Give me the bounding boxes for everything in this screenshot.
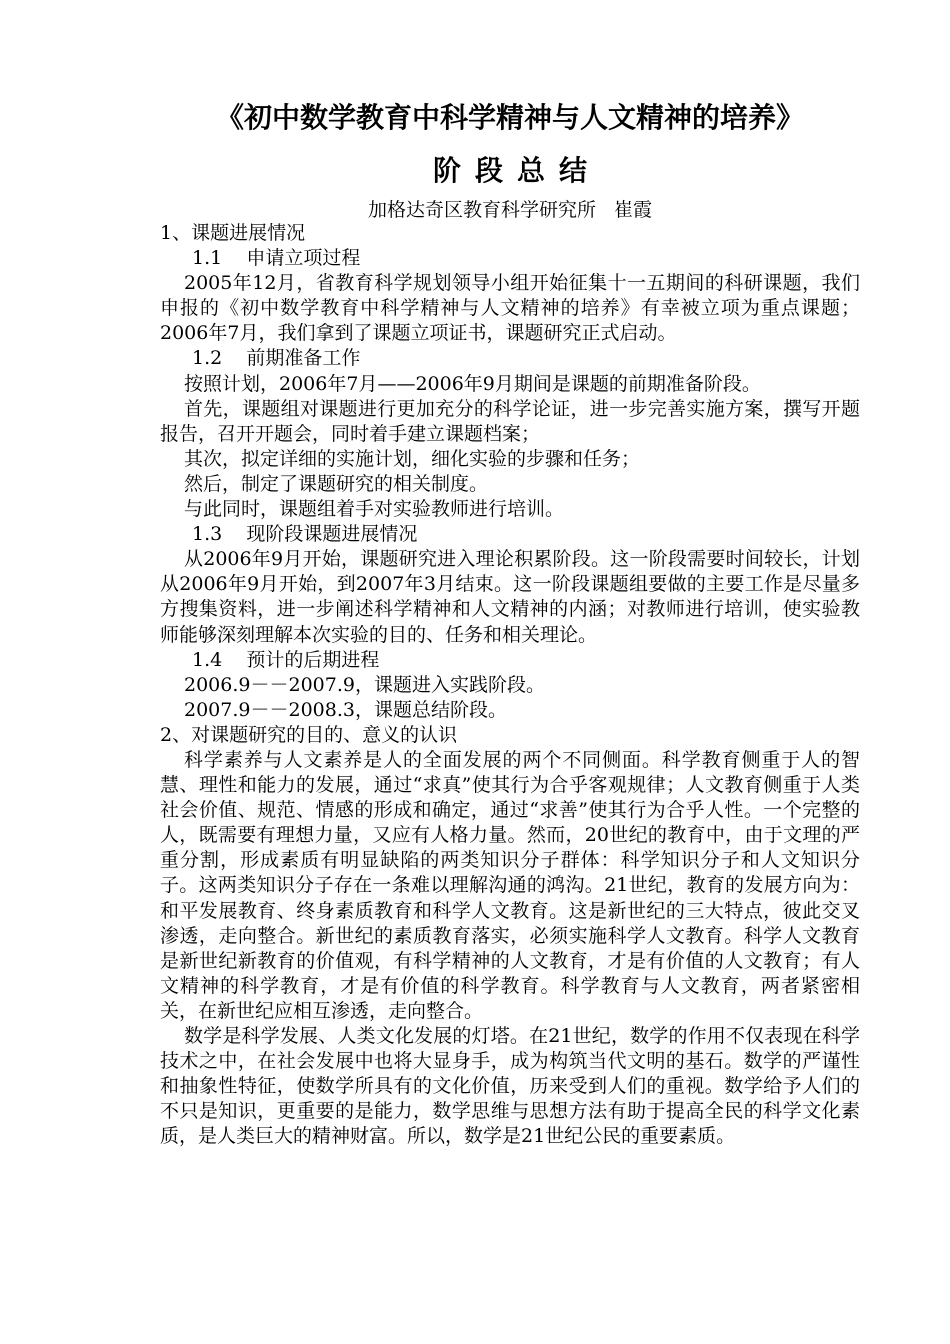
paragraph: 2007.9－－2008.3，课题总结阶段。 [184, 698, 507, 721]
section-1-1-heading: 1.1 申请立项过程 [192, 247, 361, 270]
document-subtitle: 阶段总结 [432, 154, 601, 187]
paragraph: 数学是科学发展、人类文化发展的灯塔。在21世纪，数学的作用不仅表现在科学技术之中，在社会发展中也将大显身手，成为构筑当代文明的基石。数学的严谨性和抽象性特征，使数学所具有的文化价值，历来受到人们的重视。数学给予人们的不只是知识，更重要的是能力，数学思维与思想方法有助于提高全民的科学文化素质，是人类巨大的精神财富。所以，数学是21世纪公民的重要素质。 [160, 1025, 860, 1148]
paragraph: 首先，课题组对课题进行更加充分的科学论证，进一步完善实施方案，撰写开题报告，召开开题会，同时着手建立课题档案； [160, 397, 860, 445]
paragraph: 与此同时，课题组着手对实验教师进行培训。 [184, 498, 565, 521]
document-title: 《初中数学教育中科学精神与人文精神的培养》 [215, 101, 804, 134]
paragraph: 科学素养与人文素养是人的全面发展的两个不同侧面。科学教育侧重于人的智慧、理性和能力的发展，通过“求真”使其行为合乎客观规律；人文教育侧重于人类社会价值、规范、情感的形成和确定，通过“求善”使其行为合乎人性。一个完整的人，既需要有理想力量，又应有人格力量。然而，20世纪的教育中，由于文理的严重分割，形成素质有明显缺陷的两类知识分子群体：科学知识分子和人文知识分子。这两类知识分子存在一条难以理解沟通的鸿沟。21世纪，教育的发展方向为：和平发展教育、终身素质教育和科学人文教育。这是新世纪的三大特点，彼此交叉渗透，走向整合。新世纪的素质教育落实，必须实施科学人文教育。科学人文教育是新世纪新教育的价值观，有科学精神的人文教育，才是有价值的人文教育；有人文精神的科学教育，才是有价值的科学教育。科学教育与人文教育，两者紧密相关，在新世纪应相互渗透，走向整合。 [160, 748, 860, 1022]
section-1-3-heading: 1.3 现阶段课题进展情况 [192, 523, 418, 546]
paragraph: 从2006年9月开始，课题研究进入理论积累阶段。这一阶段需要时间较长，计划从2006年9月开始，到2007年3月结束。这一阶段课题组要做的主要工作是尽量多方搜集资料，进一步阐述科学精神和人文精神的内涵；对教师进行培训，使实验教师能够深刻理解本次实验的目的、任务和相关理论。 [160, 548, 860, 646]
paragraph: 按照计划，2006年7月——2006年9月期间是课题的前期准备阶段。 [184, 372, 761, 395]
paragraph: 2006.9－－2007.9，课题进入实践阶段。 [184, 673, 545, 696]
section-1-4-heading: 1.4 预计的后期进程 [192, 648, 380, 671]
paragraph: 然后，制定了课题研究的相关制度。 [184, 472, 489, 495]
paragraph: 其次，拟定详细的实施计划，细化实验的步骤和任务； [184, 447, 641, 470]
section-2-heading: 2、对课题研究的目的、意义的认识 [160, 723, 458, 746]
paragraph: 2005年12月，省教育科学规划领导小组开始征集十一五期间的科研课题，我们申报的《初中数学教育中科学精神与人文精神的培养》有幸被立项为重点课题；2006年7月，我们拿到了课题立项证书，课题研究正式启动。 [160, 272, 860, 345]
section-1-heading: 1、课题进展情况 [160, 222, 306, 244]
document-author: 加格达奇区教育科学研究所 崔霞 [367, 199, 653, 221]
section-1-2-heading: 1.2 前期准备工作 [192, 347, 361, 370]
document-body [160, 221, 860, 1149]
